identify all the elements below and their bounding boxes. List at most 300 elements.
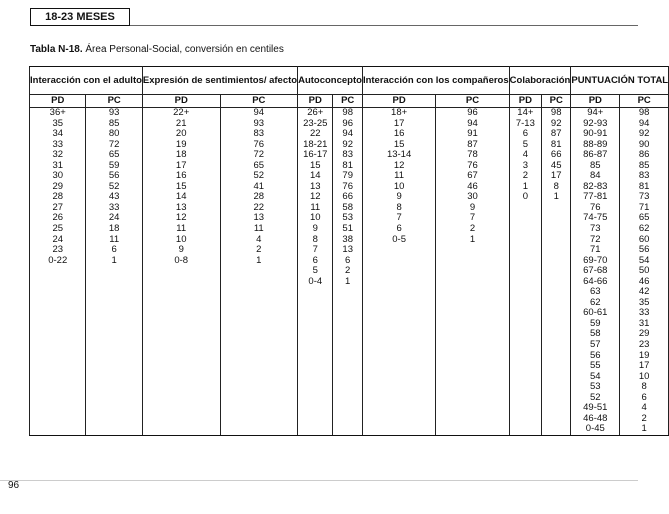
table-cell [298,329,333,340]
table-cell: 23 [620,340,669,351]
table-cell: 7-13 [509,119,541,130]
table-cell [333,414,362,425]
table-cell [542,403,571,414]
table-cell: 92 [542,119,571,130]
table-cell: 73 [620,192,669,203]
table-cell: 14 [142,192,220,203]
table-row [30,361,669,372]
subheader-cell: PC [620,95,669,108]
table-cell [509,266,541,277]
table-cell [509,203,541,214]
table-cell [362,414,435,425]
table-cell [362,266,435,277]
table-row [30,372,669,383]
table-cell: 2 [333,266,362,277]
table-cell [362,351,435,362]
table-cell [86,266,142,277]
table-cell: 84 [571,171,620,182]
table-cell: 35 [620,298,669,309]
table-cell: 96 [333,119,362,130]
table-cell: 29 [30,182,86,193]
table-cell [509,319,541,330]
table-cell [542,319,571,330]
table-cell: 76 [571,203,620,214]
table-cell: 12 [362,161,435,172]
table-row [30,414,669,425]
table-cell: 98 [333,108,362,119]
table-cell: 0 [509,192,541,203]
table-cell: 81 [333,161,362,172]
table-cell: 11 [298,203,333,214]
table-cell: 77-81 [571,192,620,203]
table-cell: 46-48 [571,414,620,425]
table-cell: 90 [620,140,669,151]
table-cell: 10 [142,235,220,246]
table-cell: 54 [620,256,669,267]
table-cell [30,351,86,362]
table-cell [542,298,571,309]
table-cell [509,308,541,319]
table-cell [220,298,298,309]
table-cell: 30 [436,192,509,203]
table-row [30,108,669,119]
table-cell [86,277,142,288]
table-cell [220,393,298,404]
table-cell: 24 [30,235,86,246]
table-cell [30,372,86,383]
table-cell: 43 [86,192,142,203]
table-row [30,319,669,330]
table-cell [298,372,333,383]
group-header: Colaboración [509,67,571,95]
table-cell: 38 [333,235,362,246]
table-cell: 66 [542,150,571,161]
table-cell [333,361,362,372]
table-cell [542,235,571,246]
table-cell [86,414,142,425]
table-cell [142,403,220,414]
table-cell: 28 [220,192,298,203]
table-cell [298,287,333,298]
table-cell: 55 [571,361,620,372]
group-header: Autoconcepto [298,67,363,95]
table-cell: 83 [333,150,362,161]
subheader-cell: PC [542,95,571,108]
group-header-row [30,67,669,95]
table-cell: 33 [86,203,142,214]
table-cell [436,245,509,256]
table-cell: 6 [620,393,669,404]
table-cell: 1 [509,182,541,193]
table-cell: 42 [620,287,669,298]
table-cell: 6 [86,245,142,256]
table-cell [220,329,298,340]
subheader-cell: PC [86,95,142,108]
table-cell [362,245,435,256]
table-cell [142,308,220,319]
table-cell [30,277,86,288]
table-cell: 52 [571,393,620,404]
table-cell: 4 [509,150,541,161]
table-cell: 45 [542,161,571,172]
table-cell: 96 [436,108,509,119]
table-cell [362,382,435,393]
table-cell [30,393,86,404]
table-cell: 67 [436,171,509,182]
table-row [30,308,669,319]
section-tag: 18-23 MESES [30,8,130,26]
table-cell: 6 [509,129,541,140]
table-cell: 10 [620,372,669,383]
table-cell: 93 [86,108,142,119]
table-cell [333,382,362,393]
table-cell [142,351,220,362]
table-cell: 0-22 [30,256,86,267]
table-cell: 7 [362,213,435,224]
table-cell [509,287,541,298]
table-cell: 2 [436,224,509,235]
table-cell: 5 [298,266,333,277]
table-cell [220,403,298,414]
table-row [30,382,669,393]
table-row [30,287,669,298]
table-cell [436,382,509,393]
table-cell: 63 [571,287,620,298]
table-cell [509,298,541,309]
table-cell: 57 [571,340,620,351]
table-cell [142,287,220,298]
table-cell: 2 [620,414,669,425]
table-cell: 0-45 [571,424,620,435]
table-cell: 27 [30,203,86,214]
table-cell: 54 [571,372,620,383]
table-cell: 69-70 [571,256,620,267]
table-cell: 90-91 [571,129,620,140]
table-cell: 10 [298,213,333,224]
table-cell [436,372,509,383]
table-cell: 71 [620,203,669,214]
table-cell: 93 [220,119,298,130]
table-cell [509,213,541,224]
table-cell: 65 [86,150,142,161]
table-cell: 73 [571,224,620,235]
page-number: 96 [8,480,20,491]
table-cell: 94 [333,129,362,140]
table-cell [362,361,435,372]
table-cell [86,340,142,351]
table-cell [542,393,571,404]
table-cell [436,266,509,277]
table-cell: 4 [220,235,298,246]
table-cell [30,414,86,425]
table-cell [86,403,142,414]
table-cell: 5 [509,140,541,151]
table-cell: 17 [542,171,571,182]
table-cell: 51 [333,224,362,235]
table-cell [220,319,298,330]
table-cell [362,319,435,330]
table-cell: 76 [220,140,298,151]
table-cell: 31 [620,319,669,330]
table-cell [542,308,571,319]
table-cell: 11 [362,171,435,182]
table-cell: 33 [620,308,669,319]
table-cell: 82-83 [571,182,620,193]
table-cell: 13 [298,182,333,193]
table-cell [30,308,86,319]
header-divider [130,25,638,26]
table-cell: 74-75 [571,213,620,224]
table-cell: 8 [298,235,333,246]
table-cell [362,340,435,351]
subheader-cell: PC [220,95,298,108]
table-cell [333,287,362,298]
table-cell: 13 [333,245,362,256]
table-cell [509,224,541,235]
table-cell [30,329,86,340]
group-header: Expresión de sentimientos/ afecto [142,67,297,95]
table-cell: 87 [436,140,509,151]
table-cell: 86-87 [571,150,620,161]
table-cell: 0-5 [362,235,435,246]
table-cell [333,403,362,414]
table-cell [542,287,571,298]
table-cell [220,424,298,435]
subheader-cell: PD [571,95,620,108]
table-cell [509,235,541,246]
table-cell: 4 [620,403,669,414]
table-cell: 58 [333,203,362,214]
caption-text: Área Personal-Social, conversión en centiles [82,44,284,55]
table-cell [30,340,86,351]
table-cell: 64-66 [571,277,620,288]
table-cell: 94 [620,119,669,130]
table-cell: 21 [142,119,220,130]
table-cell: 83 [620,171,669,182]
table-cell: 53 [571,382,620,393]
table-cell [362,277,435,288]
table-row [30,424,669,435]
table-cell [298,414,333,425]
table-cell: 8 [620,382,669,393]
table-cell [298,424,333,435]
table-cell: 11 [86,235,142,246]
table-cell: 18-21 [298,140,333,151]
group-header: PUNTUACIÓN TOTAL [571,67,669,95]
table-cell [542,256,571,267]
table-cell: 15 [362,140,435,151]
table-cell [436,414,509,425]
table-cell [86,382,142,393]
table-cell: 52 [220,171,298,182]
table-cell [333,329,362,340]
table-cell: 41 [220,182,298,193]
table-cell [436,351,509,362]
table-cell [542,372,571,383]
table-cell: 23-25 [298,119,333,130]
table-cell [86,308,142,319]
table-cell [542,424,571,435]
table-cell [362,308,435,319]
table-cell [86,351,142,362]
table-cell: 94+ [571,108,620,119]
table-cell [436,403,509,414]
table-cell: 9 [298,224,333,235]
subheader-cell: PC [333,95,362,108]
table-cell: 78 [436,150,509,161]
table-cell [220,382,298,393]
table-cell: 85 [620,161,669,172]
table-cell [30,424,86,435]
table-cell: 6 [298,256,333,267]
table-cell [362,287,435,298]
table-cell [333,298,362,309]
table-cell [542,224,571,235]
table-cell [86,319,142,330]
table-cell [362,329,435,340]
table-cell [298,403,333,414]
table-cell [220,372,298,383]
table-cell: 58 [571,329,620,340]
table-cell [220,361,298,372]
table-cell: 91 [436,129,509,140]
table-cell [542,340,571,351]
table-cell [142,319,220,330]
table-cell: 9 [142,245,220,256]
table-cell [436,329,509,340]
table-cell: 92 [333,140,362,151]
table-cell: 1 [542,192,571,203]
table-cell: 23 [30,245,86,256]
table-cell: 25 [30,224,86,235]
table-cell: 36+ [30,108,86,119]
table-cell: 19 [142,140,220,151]
table-cell [298,340,333,351]
caption-label: Tabla N-18. [30,44,83,55]
table-cell [436,393,509,404]
table-cell: 28 [30,192,86,203]
table-cell: 0-8 [142,256,220,267]
table-row [30,393,669,404]
table-cell [142,424,220,435]
table-cell [542,203,571,214]
table-cell: 13 [220,213,298,224]
table-cell [509,351,541,362]
table-cell [298,393,333,404]
table-cell: 92 [620,129,669,140]
table-cell [142,382,220,393]
table-cell: 22 [298,129,333,140]
table-cell [142,277,220,288]
table-cell: 14 [298,171,333,182]
table-cell: 16 [142,171,220,182]
table-cell: 59 [571,319,620,330]
table-cell [30,403,86,414]
table-cell [509,277,541,288]
group-header: Interacción con el adulto [30,67,143,95]
table-cell [333,372,362,383]
table-cell: 22 [220,203,298,214]
table-cell: 11 [142,224,220,235]
table-cell [220,287,298,298]
table-cell [436,340,509,351]
table-cell [542,414,571,425]
table-cell: 56 [86,171,142,182]
table-cell: 1 [620,424,669,435]
table-cell [542,351,571,362]
table-cell: 20 [142,129,220,140]
table-cell: 29 [620,329,669,340]
table-cell: 87 [542,129,571,140]
table-cell [509,372,541,383]
table-cell [142,266,220,277]
table-cell [362,372,435,383]
table-cell [509,256,541,267]
table-cell: 66 [333,192,362,203]
table-cell: 52 [86,182,142,193]
table-cell: 79 [333,171,362,182]
table-cell: 86 [620,150,669,161]
table-cell [542,245,571,256]
table-cell [30,266,86,277]
table-row [30,277,669,288]
table-cell [298,298,333,309]
table-cell: 50 [620,266,669,277]
subheader-cell: PD [30,95,86,108]
table-row [30,340,669,351]
table-cell: 56 [620,245,669,256]
table-cell [509,382,541,393]
table-cell: 10 [362,182,435,193]
table-cell [509,245,541,256]
table-cell [30,298,86,309]
table-cell: 94 [436,119,509,130]
table-cell: 6 [333,256,362,267]
table-cell [333,393,362,404]
table-row [30,351,669,362]
table-cell: 18 [142,150,220,161]
table-cell [220,340,298,351]
table-body [30,108,669,436]
table-cell: 9 [436,203,509,214]
table-cell: 17 [142,161,220,172]
table-cell: 94 [220,108,298,119]
table-cell [30,319,86,330]
table-cell: 83 [220,129,298,140]
table-cell [436,319,509,330]
table-cell: 85 [86,119,142,130]
table-cell: 14+ [509,108,541,119]
table-cell [298,308,333,319]
table-cell: 53 [333,213,362,224]
group-header: Interacción con los compañeros [362,67,509,95]
table-cell: 9 [362,192,435,203]
bottom-divider [0,480,638,481]
table-cell: 72 [571,235,620,246]
table-cell [220,414,298,425]
table-caption [30,44,284,55]
table-cell: 1 [436,235,509,246]
table-cell [298,319,333,330]
table-cell [436,361,509,372]
table-cell [86,372,142,383]
table-cell: 46 [436,182,509,193]
table-cell: 8 [542,182,571,193]
table-cell: 49-51 [571,403,620,414]
table-cell [333,424,362,435]
table-cell [509,403,541,414]
table-cell [333,319,362,330]
